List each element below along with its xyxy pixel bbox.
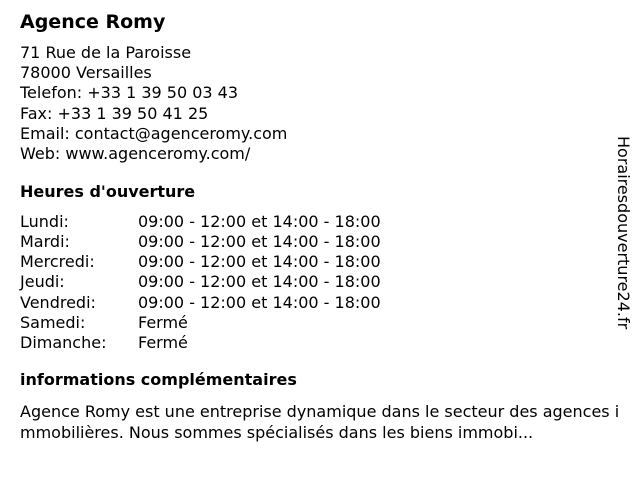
time-value: Fermé: [138, 312, 188, 332]
time-value: 09:00 - 12:00 et 14:00 - 18:00: [138, 252, 381, 272]
city-postcode: 78000 Versailles: [20, 63, 152, 83]
opening-hours-table: [20, 212, 616, 353]
time-value: 09:00 - 12:00 et 14:00 - 18:00: [138, 292, 381, 312]
time-value: Fermé: [138, 332, 188, 352]
day-label: Vendredi:: [20, 292, 96, 312]
phone-number: Telefon: +33 1 39 50 03 43: [20, 83, 239, 103]
day-label: Jeudi:: [20, 272, 65, 292]
additional-info-heading: informations complémentaires: [20, 369, 297, 389]
hours-row-monday: [20, 212, 616, 232]
hours-row-sunday: [20, 333, 616, 353]
business-card: [20, 10, 620, 443]
hours-row-tuesday: [20, 232, 616, 252]
street-address: 71 Rue de la Paroisse: [20, 43, 192, 62]
time-value: 09:00 - 12:00 et 14:00 - 18:00: [138, 232, 381, 252]
day-label: Dimanche:: [20, 332, 107, 352]
day-label: Mardi:: [20, 232, 70, 252]
day-label: Mercredi:: [20, 252, 95, 272]
time-value: 09:00 - 12:00 et 14:00 - 18:00: [138, 212, 381, 232]
day-label: Lundi:: [20, 212, 69, 232]
opening-hours-heading: Heures d'ouverture: [20, 182, 196, 202]
hours-row-wednesday: [20, 252, 616, 272]
hours-row-friday: [20, 293, 616, 313]
fax-number: Fax: +33 1 39 50 41 25: [20, 103, 209, 123]
business-name: Agence Romy: [20, 11, 166, 33]
hours-row-thursday: [20, 272, 616, 292]
day-label: Samedi:: [20, 312, 86, 332]
business-description: Agence Romy est une entreprise dynamique dans le secteur des agences immobilières. Nous sommes spécialisés dans les biens immobi...: [20, 401, 620, 442]
email-address: Email: contact@agenceromy.com: [20, 123, 288, 143]
time-value: 09:00 - 12:00 et 14:00 - 18:00: [138, 272, 381, 292]
contact-block: [20, 43, 616, 164]
site-watermark: Horairesdouverture24.fr: [614, 136, 633, 330]
website-address: Web: www.agenceromy.com/: [20, 143, 251, 163]
hours-row-saturday: [20, 313, 616, 333]
